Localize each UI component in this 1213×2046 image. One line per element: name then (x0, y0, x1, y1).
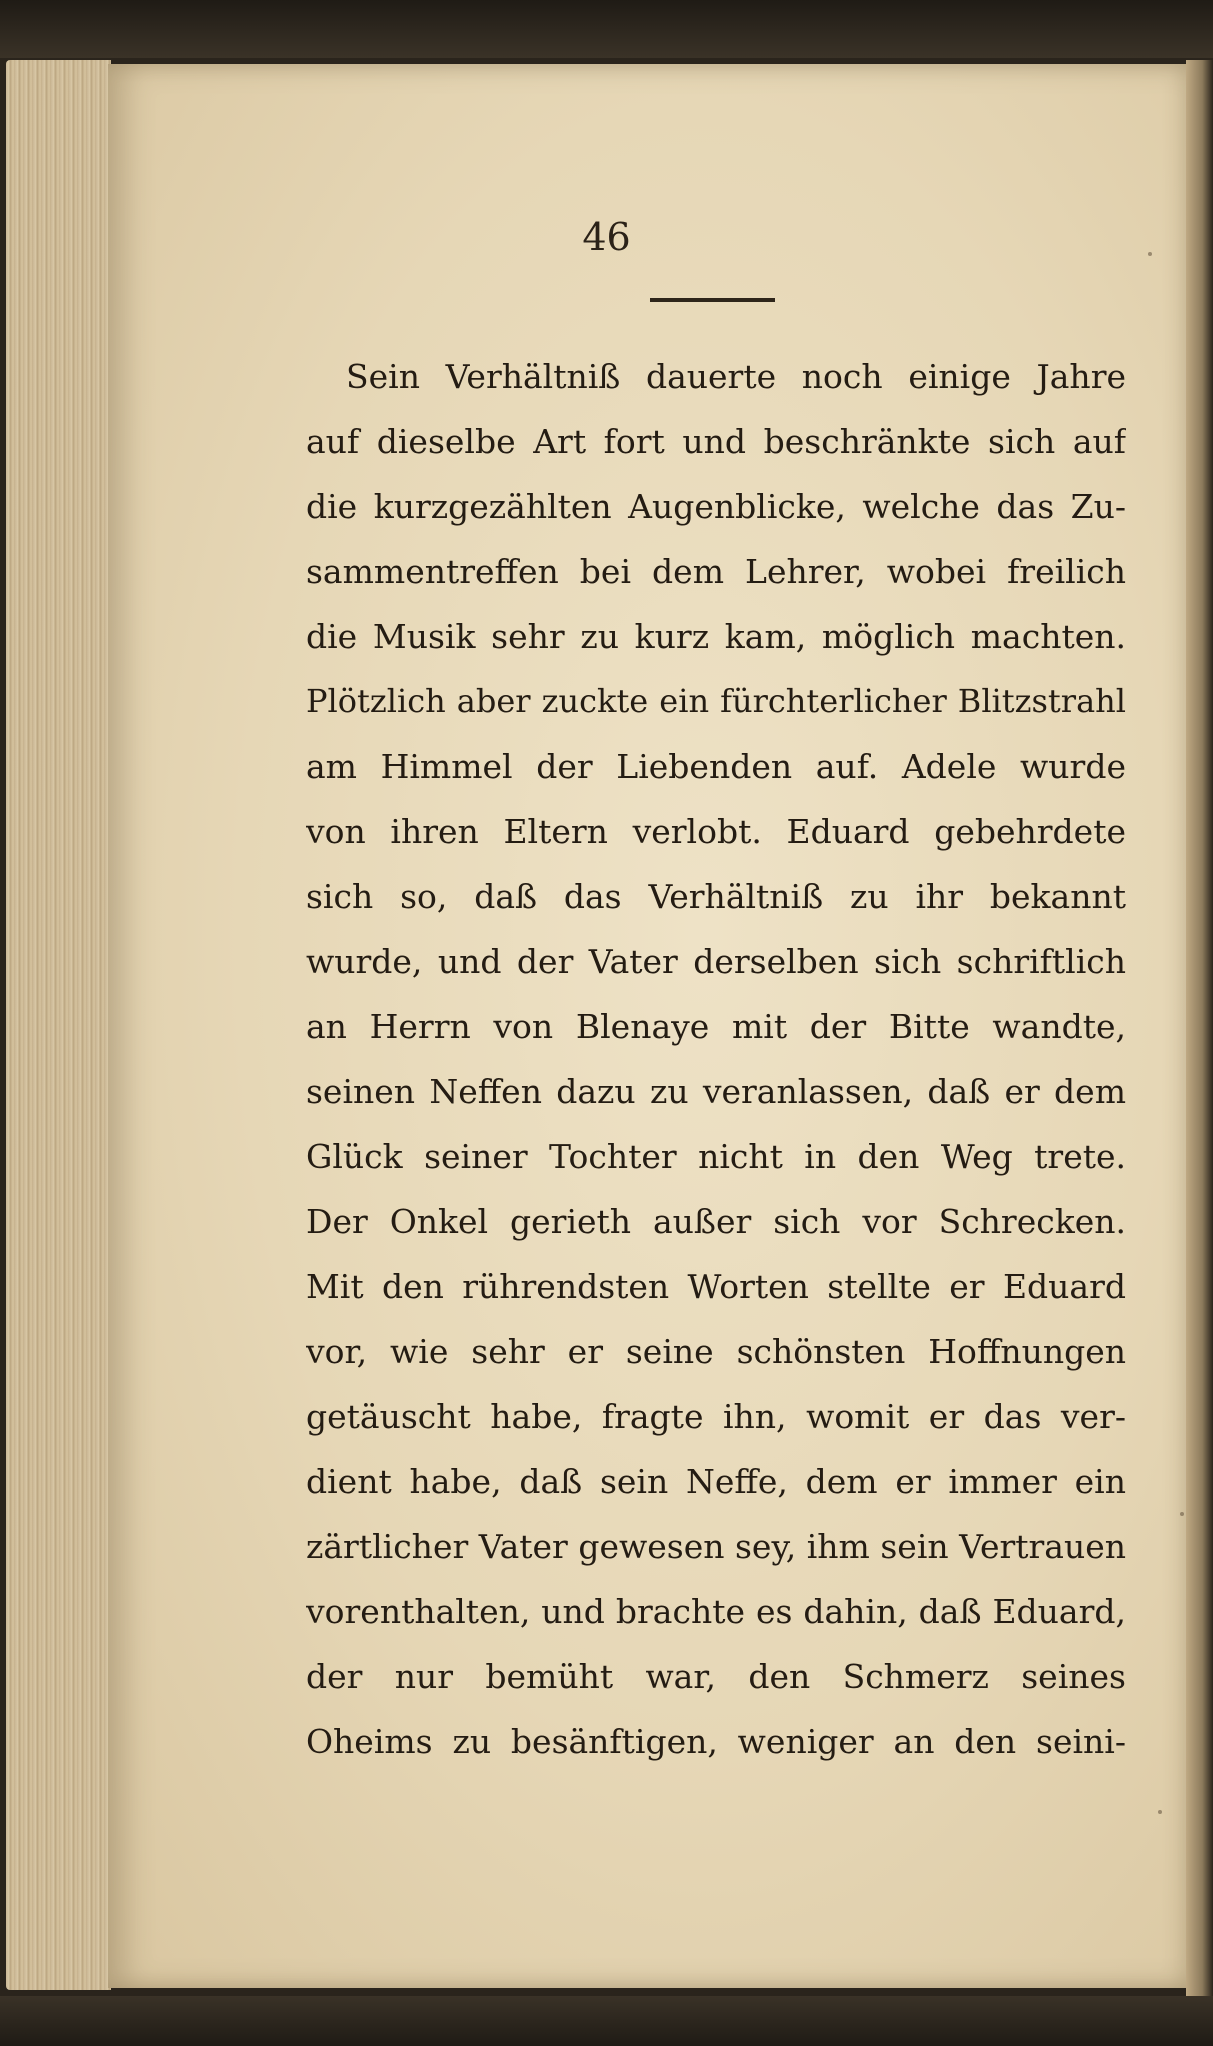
text-line: vorenthalten, und brachte es dahin, daß Eduard, (306, 1592, 1126, 1631)
text-line: an Herrn von Blenaye mit der Bitte wandte, (306, 1007, 1126, 1046)
text-line: am Himmel der Liebenden auf. Adele wurde (306, 747, 1126, 786)
text-line: Sein Verhältniß dauerte noch einige Jahre (346, 357, 1126, 396)
text-line: seinen Neffen dazu zu veranlassen, daß er dem (306, 1072, 1126, 1111)
paper-speck (1158, 1810, 1162, 1814)
book-cover-bottom (0, 1996, 1213, 2046)
text-line: die Musik sehr zu kurz kam, möglich machten. (306, 617, 1126, 656)
text-line: sammentreffen bei dem Lehrer, wobei freilich (306, 552, 1126, 591)
header-rule (650, 298, 775, 302)
text-line: auf dieselbe Art fort und beschränkte sich auf (306, 422, 1126, 461)
page-edge-right (1186, 60, 1213, 1996)
text-line: Der Onkel gerieth außer sich vor Schrecken. (306, 1202, 1126, 1241)
text-line: Mit den rührendsten Worten stellte er Eduard (306, 1267, 1126, 1306)
text-line: vor, wie sehr er seine schönsten Hoffnungen (306, 1332, 1126, 1371)
text-line: der nur bemüht war, den Schmerz seines (306, 1657, 1126, 1696)
text-line: zärtlicher Vater gewesen sey, ihm sein Vertrauen (306, 1527, 1126, 1566)
page-edges-left (6, 60, 111, 1990)
body-text (306, 344, 1126, 1774)
text-line: sich so, daß das Verhältniß zu ihr bekannt (306, 877, 1126, 916)
text-line: von ihren Eltern verlobt. Eduard gebehrdete (306, 812, 1126, 851)
text-line: wurde, und der Vater derselben sich schriftlich (306, 942, 1126, 981)
text-line: die kurzgezählten Augenblicke, welche das Zu- (306, 487, 1126, 526)
text-line: dient habe, daß sein Neffe, dem er immer ein (306, 1462, 1126, 1501)
text-line: Glück seiner Tochter nicht in den Weg trete. (306, 1137, 1126, 1176)
text-line: getäuscht habe, fragte ihn, womit er das ver- (306, 1397, 1126, 1436)
text-line: Plötzlich aber zuckte ein fürchterlicher Blitzstrahl (306, 682, 1126, 720)
paper-speck (1180, 1512, 1184, 1516)
text-line: Oheims zu besänftigen, weniger an den seini- (306, 1722, 1126, 1761)
page-number: 46 (582, 215, 631, 259)
book-cover-top (0, 0, 1213, 58)
